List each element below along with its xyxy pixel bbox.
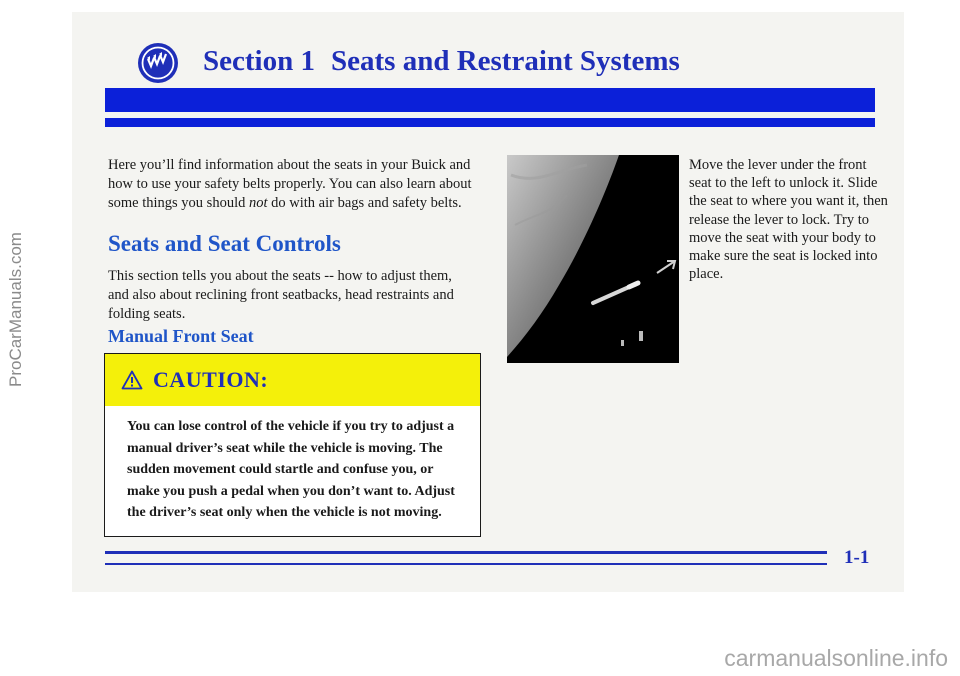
footer-rule <box>105 551 827 554</box>
intro-paragraph <box>108 156 486 213</box>
caution-text: You can lose control of the vehicle if you try to adjust a manual driver’s seat while the vehicle is moving. The sudden movement could startle and confuse you, or make you push a pedal when you don’t want to. Adjust the driver’s seat only when the vehicle is not moving. <box>127 419 455 520</box>
intro-text-italic: not <box>248 195 268 211</box>
footer-rule-thin <box>105 563 827 565</box>
intro-text-b: do with air bags and safety belts. <box>267 195 462 211</box>
section-title: Seats and Restraint Systems <box>331 45 680 77</box>
manual-front-seat-heading: Manual Front Seat <box>108 326 254 346</box>
buick-logo <box>138 43 178 83</box>
buick-shield-icon <box>138 43 178 83</box>
seats-heading: Seats and Seat Controls <box>108 231 341 256</box>
header-band-thin <box>105 118 875 127</box>
footer-watermark: carmanualsonline.info <box>724 645 948 671</box>
caution-title: CAUTION: <box>153 367 269 392</box>
page-number: 1-1 <box>844 547 870 568</box>
header-band <box>105 88 875 112</box>
seat-lever-photo <box>507 155 679 363</box>
warning-triangle-icon <box>121 370 143 390</box>
caution-header <box>105 354 480 406</box>
seats-paragraph: This section tells you about the seats -- how to adjust them, and also about reclining front seatbacks, head restraints and folding seats. <box>108 268 454 322</box>
intro-text-a: Here you’ll find information about the seats in your Buick and how to use your safety belts properly. You can also learn about some things you should <box>108 157 472 211</box>
lever-instructions: Move the lever under the front seat to the left to unlock it. Slide the seat to where you want it, then release the lever to lock. Try to move the seat with your body to make sure the seat is locked into place. <box>689 157 888 283</box>
seat-lever-illustration <box>507 155 679 363</box>
caution-box <box>104 353 481 537</box>
section-number: Section 1 <box>203 45 315 77</box>
side-watermark: ProCarManuals.com <box>6 232 25 388</box>
